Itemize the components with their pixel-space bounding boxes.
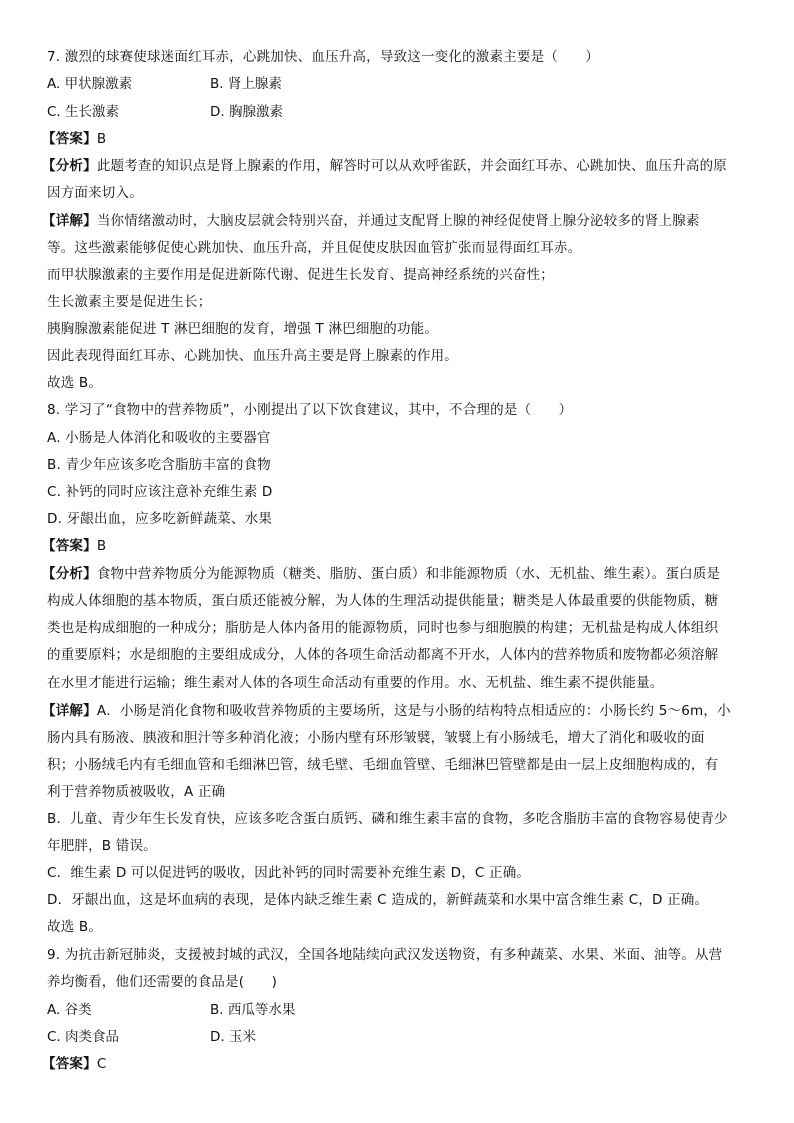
detail-tag: 【详解】 — [42, 703, 97, 719]
q8-option-d: D. 牙龈出血，应多吃新鲜蔬菜、水果 — [47, 511, 273, 527]
q7-answer — [42, 130, 106, 148]
answer-value: C — [96, 1056, 107, 1072]
q8-detail-line-8: D．牙龈出血，这是坏血病的表现，是体内缺乏维生素 C 造成的，新鲜蔬菜和水果中富含维生素 C，D 正确。 — [47, 892, 709, 908]
detail-tag: 【详解】 — [42, 213, 97, 229]
q7-analysis-line-2: 因方面来切入。 — [47, 185, 143, 201]
q8-detail-line-3: 积；小肠绒毛内有毛细血管和毛细淋巴管，绒毛壁、毛细血管壁、毛细淋巴管壁都是由一层上皮细胞构成的，有 — [47, 757, 719, 773]
q7-option-b: B. 肾上腺素 — [210, 76, 282, 92]
q7-detail-line-5: 胰胸腺激素能促进 T 淋巴细胞的发育，增强 T 淋巴细胞的功能。 — [47, 321, 439, 337]
q9-stem-line-2: 养均衡看，他们还需要的食品是( ) — [47, 974, 278, 990]
q7-option-a: A. 甲状腺激素 — [47, 76, 133, 92]
q8-analysis-line-1 — [42, 565, 720, 583]
answer-tag: 【答案】 — [42, 538, 97, 554]
answer-tag: 【答案】 — [42, 131, 97, 147]
q9-stem-line-1: 9. 为抗击新冠肺炎，支援被封城的武汉，全国各地陆续向武汉发送物资，有多种蔬菜、水果、米面、油等。从营 — [47, 947, 723, 963]
detail-text: A．小肠是消化食物和吸收营养物质的主要场所，这是与小肠的结构特点相适应的：小肠长约 5～6m，小 — [96, 703, 731, 719]
q7-option-c: C. 生长激素 — [47, 104, 120, 120]
q8-analysis-line-5: 在水里才能进行运输；维生素对人体的各项生命活动有重要的作用。水、无机盐、维生素不提供能量。 — [47, 675, 664, 691]
q9-option-a: A. 谷类 — [47, 1002, 92, 1018]
q7-analysis-line-1 — [42, 157, 727, 175]
q9-option-d: D. 玉米 — [210, 1029, 256, 1045]
q8-detail-line-4: 利于营养物质被吸收，A 正确 — [47, 784, 226, 800]
q7-conclusion: 故选 B。 — [47, 375, 103, 391]
q9-option-b: B. 西瓜等水果 — [210, 1002, 296, 1018]
q8-detail-line-5: B．儿童、青少年生长发育快，应该多吃含蛋白质钙、磷和维生素丰富的食物，多吃含脂肪丰富的食物容易使青少 — [47, 811, 728, 827]
q7-detail-line-6: 因此表现得面红耳赤、心跳加快、血压升高主要是肾上腺素的作用。 — [47, 348, 458, 364]
q8-option-c: C. 补钙的同时应该注意补充维生素 D — [47, 484, 273, 500]
answer-value: B — [96, 538, 107, 554]
q7-detail-line-4: 生长激素主要是促进生长； — [47, 294, 212, 310]
q8-analysis-line-2: 构成人体细胞的基本物质，蛋白质还能被分解，为人体的生理活动提供能量；糖类是人体最重要的供能物质，糖 — [47, 593, 719, 609]
answer-value: B — [96, 131, 107, 147]
analysis-tag: 【分析】 — [42, 566, 97, 582]
q8-option-a: A. 小肠是人体消化和吸收的主要器官 — [47, 430, 271, 446]
q7-detail-line-1 — [42, 212, 700, 230]
q8-conclusion: 故选 B。 — [47, 919, 103, 935]
q7-detail-line-2: 等。这些激素能够促使心跳加快、血压升高，并且促使皮肤因血管扩张而显得面红耳赤。 — [47, 240, 582, 256]
q8-stem: 8. 学习了“食物中的营养物质”，小刚提出了以下饮食建议，其中，不合理的是（ ） — [47, 402, 573, 418]
analysis-tag: 【分析】 — [42, 158, 97, 174]
q7-option-d: D. 胸腺激素 — [210, 104, 283, 120]
q8-detail-line-6: 年肥胖，B 错误。 — [47, 838, 157, 854]
q9-option-c: C. 肉类食品 — [47, 1029, 120, 1045]
detail-text: 当你情绪激动时，大脑皮层就会特别兴奋，并通过支配肾上腺的神经促使肾上腺分泌较多的肾上腺素 — [96, 213, 700, 229]
q9-answer — [42, 1055, 106, 1073]
q8-detail-line-1 — [42, 702, 731, 720]
q8-detail-line-7: C．维生素 D 可以促进钙的吸收，因此补钙的同时需要补充维生素 D，C 正确。 — [47, 865, 531, 881]
q7-detail-line-3: 而甲状腺激素的主要作用是促进新陈代谢、促进生长发育、提高神经系统的兴奋性； — [47, 267, 554, 283]
q8-answer — [42, 537, 106, 555]
q8-analysis-line-4: 的重要原料；水是细胞的主要组成成分，人体的各项生命活动都离不开水，人体内的营养物质和废物都必须溶解 — [47, 647, 719, 663]
q8-detail-line-2: 肠内具有肠液、胰液和胆汁等多种消化液；小肠内壁有环形皱襞，皱襞上有小肠绒毛，增大了消化和吸收的面 — [47, 730, 705, 746]
q7-stem: 7. 激烈的球赛使球迷面红耳赤，心跳加快、血压升高，导致这一变化的激素主要是（ ） — [47, 49, 600, 65]
analysis-text: 此题考查的知识点是肾上腺素的作用，解答时可以从欢呼雀跃，并会面红耳赤、心跳加快、血压升高的原 — [96, 158, 728, 174]
analysis-text: 食物中营养物质分为能源物质（糖类、脂肪、蛋白质）和非能源物质（水、无机盐、维生素）。蛋白质是 — [96, 566, 721, 582]
q8-option-b: B. 青少年应该多吃含脂肪丰富的食物 — [47, 457, 271, 473]
q8-analysis-line-3: 类也是构成细胞的一种成分；脂肪是人体内备用的能源物质，同时也参与细胞膜的构建；无机盐是构成人体组织 — [47, 620, 719, 636]
answer-tag: 【答案】 — [42, 1056, 97, 1072]
